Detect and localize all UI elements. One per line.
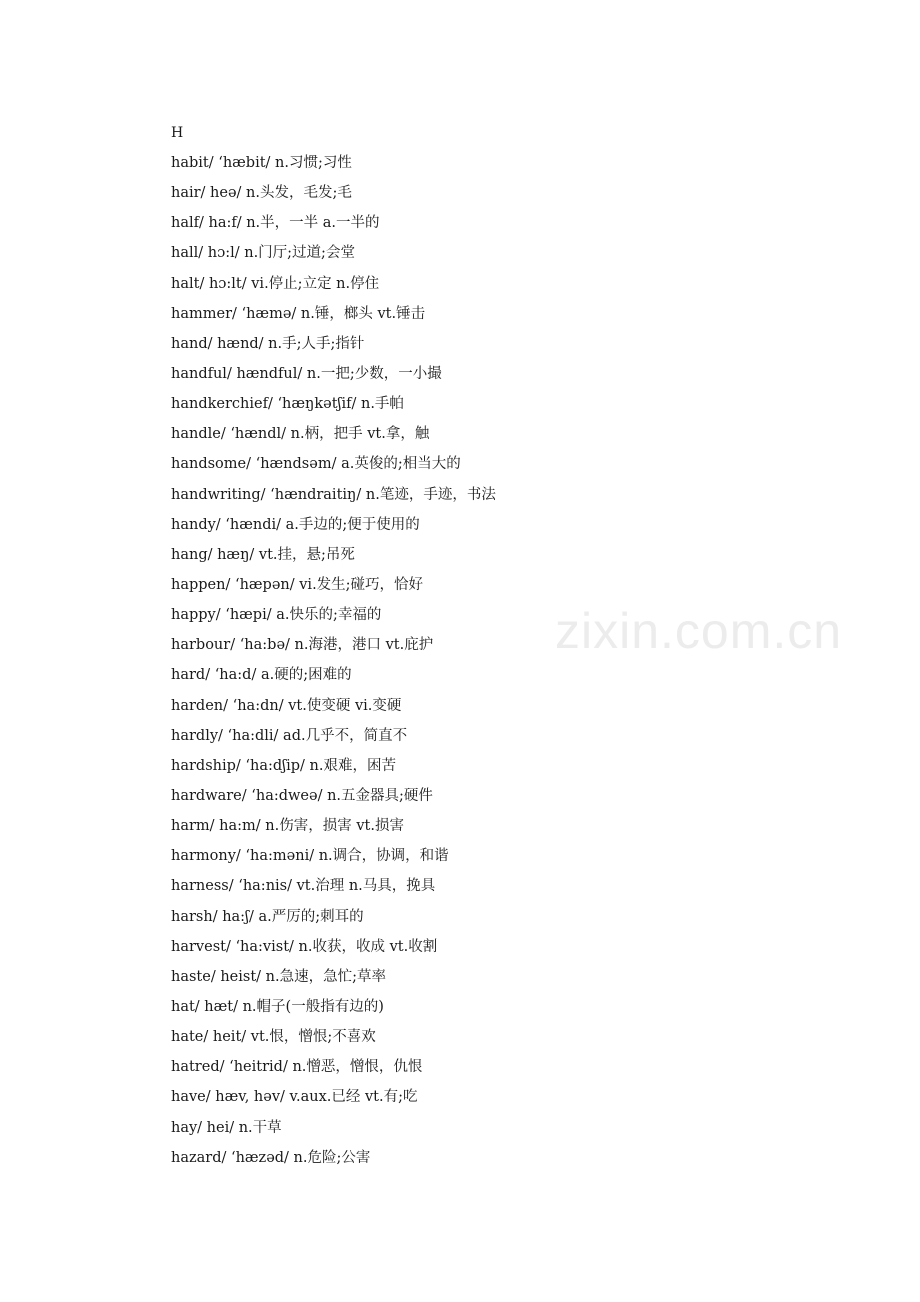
word-entry: hay/ hei/ n.干草 [171, 1119, 282, 1136]
word-entry: handsome/ ‘hændsəm/ a.英俊的;相当大的 [171, 456, 461, 473]
word-entry: hardly/ ‘ha:dli/ ad.几乎不，简直不 [171, 727, 408, 744]
word-entry: hair/ heə/ n.头发，毛发;毛 [171, 185, 352, 202]
word-entry: harsh/ ha:ʃ/ a.严厉的;刺耳的 [171, 908, 364, 925]
word-entry: hazard/ ‘hæzəd/ n.危险;公害 [171, 1149, 371, 1166]
word-entry: handkerchief/ ‘hæŋkətʃif/ n.手帕 [171, 396, 404, 413]
word-entry: hardship/ ‘ha:dʃip/ n.艰难，困苦 [171, 757, 396, 774]
word-entry: happy/ ‘hæpi/ a.快乐的;幸福的 [171, 607, 382, 624]
word-entry: hard/ ‘ha:d/ a.硬的;困难的 [171, 667, 352, 684]
word-entry: harden/ ‘ha:dn/ vt.使变硬 vi.变硬 [171, 697, 402, 714]
entry-list [171, 148, 871, 1173]
word-entry: handful/ hændful/ n.一把;少数，一小撮 [171, 365, 442, 382]
word-entry: hardware/ ‘ha:dweə/ n.五金器具;硬件 [171, 787, 433, 804]
word-entry: half/ ha:f/ n.半，一半 a.一半的 [171, 215, 380, 232]
word-entry: hand/ hænd/ n.手;人手;指针 [171, 335, 365, 352]
watermark: zixin.com.cn [555, 603, 843, 659]
word-entry: habit/ ‘hæbit/ n.习惯;习性 [171, 155, 352, 171]
word-entry: have/ hæv, həv/ v.aux.已经 vt.有;吃 [171, 1089, 418, 1106]
word-entry: handwriting/ ‘hændraitiŋ/ n.笔迹，手迹，书法 [171, 486, 496, 503]
word-entry: hall/ hɔ:l/ n.门厅;过道;会堂 [171, 245, 355, 262]
word-entry: happen/ ‘hæpən/ vi.发生;碰巧，恰好 [171, 576, 424, 593]
word-entry: harmony/ ‘ha:məni/ n.调合，协调，和谐 [171, 848, 449, 865]
word-entry: harbour/ ‘ha:bə/ n.海港，港口 vt.庇护 [171, 637, 434, 654]
word-entry: handy/ ‘hændi/ a.手边的;便于使用的 [171, 516, 420, 533]
word-entry: haste/ heist/ n.急速，急忙;草率 [171, 968, 386, 985]
section-letter-heading: H [171, 125, 184, 141]
word-entry: hat/ hæt/ n.帽子(一般指有边的) [171, 998, 384, 1015]
word-entry: harvest/ ‘ha:vist/ n.收获，收成 vt.收割 [171, 938, 438, 955]
word-entry: hate/ heit/ vt.恨，憎恨;不喜欢 [171, 1029, 376, 1046]
word-entry: halt/ hɔ:lt/ vi.停止;立定 n.停住 [171, 275, 380, 292]
word-entry: harm/ ha:m/ n.伤害，损害 vt.损害 [171, 818, 404, 835]
word-entry: hammer/ ‘hæmə/ n.锤，榔头 vt.锤击 [171, 305, 426, 322]
vocabulary-list [171, 118, 871, 1173]
word-entry: harness/ ‘ha:nis/ vt.治理 n.马具，挽具 [171, 878, 436, 895]
word-entry: handle/ ‘hændl/ n.柄，把手 vt.拿，触 [171, 426, 430, 443]
word-entry: hatred/ ‘heitrid/ n.憎恶，憎恨，仇恨 [171, 1059, 423, 1076]
word-entry: hang/ hæŋ/ vt.挂，悬;吊死 [171, 546, 355, 563]
